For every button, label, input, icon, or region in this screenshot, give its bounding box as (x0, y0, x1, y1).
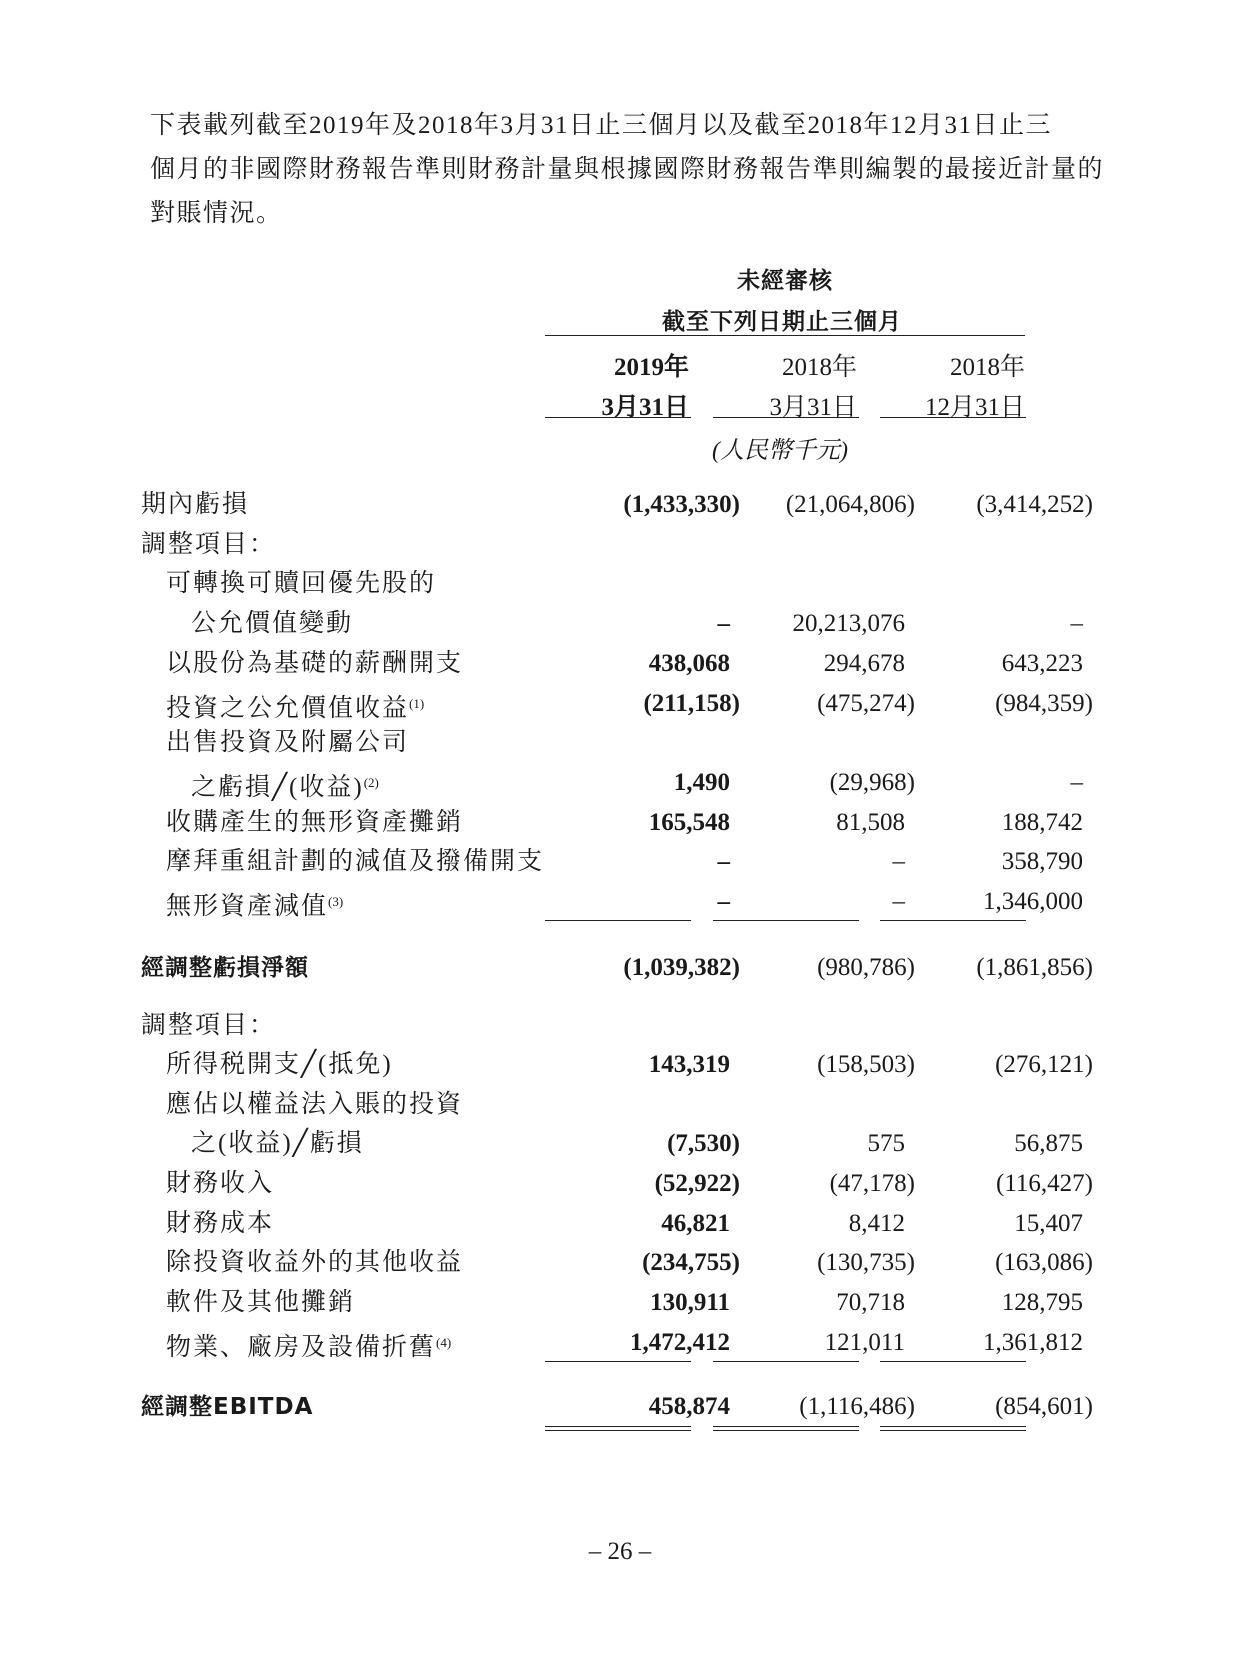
intro-line: 個月的非國際財務報告準則財務計量與根據國際財務報告準則編製的最接近計量的 (150, 156, 1105, 183)
row-label: 摩拜重組計劃的減值及撥備開支 (166, 848, 545, 875)
value-2018-dec: (984,359) (995, 690, 1093, 717)
table-row (0, 484, 1240, 526)
value-2019-mar: 1,490 (673, 769, 730, 796)
col2-year: 2018年 (781, 354, 857, 381)
value-2018-mar: (21,064,806) (785, 491, 915, 518)
value-2018-dec: 358,790 (1001, 848, 1083, 875)
table-row (0, 563, 1240, 605)
row-label-text: 物業、廠房及設備折舊 (166, 1334, 437, 1361)
row-label: 調整項目： (141, 531, 277, 558)
row-label: 調整項目： (141, 1012, 277, 1039)
row-label: 經調整虧損淨額 (141, 955, 309, 981)
col2-header-rule (713, 417, 859, 418)
row-label: 財務成本 (166, 1210, 275, 1237)
table-row (0, 841, 1240, 883)
value-2018-mar: (130,735) (817, 1249, 915, 1276)
row-label: 之(收益)╱虧損 (191, 1130, 364, 1157)
value-2019-mar: – (717, 888, 730, 915)
row-label: 所得税開支╱(抵免) (166, 1051, 393, 1078)
table-row (0, 1005, 1240, 1047)
row-label-text: 無形資產減值 (166, 893, 329, 920)
row-label: 出售投資及附屬公司 (166, 729, 410, 756)
subtotal-rule (880, 920, 1026, 921)
col3-year: 2018年 (949, 354, 1025, 381)
table-row (0, 1282, 1240, 1324)
value-2019-mar: (1,433,330) (623, 491, 740, 518)
total-double-rule (713, 1426, 859, 1431)
value-2018-dec: (854,601) (995, 1393, 1093, 1420)
value-2019-mar: 143,319 (648, 1051, 730, 1078)
table-row (0, 802, 1240, 844)
value-2018-dec: 56,875 (1014, 1130, 1083, 1157)
value-2019-mar: (1,039,382) (623, 954, 740, 981)
subtotal-rule (545, 1361, 691, 1362)
col3-header-rule (880, 417, 1026, 418)
table-row (0, 881, 1240, 923)
value-2019-mar: 1,472,412 (630, 1329, 730, 1356)
row-label: 財務收入 (166, 1170, 275, 1197)
value-2018-mar: 20,213,076 (792, 610, 905, 637)
value-2018-mar: (29,968) (829, 769, 915, 796)
table-row (0, 722, 1240, 764)
value-2018-dec: (163,086) (995, 1249, 1093, 1276)
total-double-rule (545, 1426, 691, 1431)
period-heading: 截至下列日期止三個月 (662, 309, 902, 335)
table-row-subtotal (0, 947, 1240, 989)
value-2019-mar: 458,874 (648, 1393, 730, 1420)
table-row (0, 1084, 1240, 1126)
footnote-ref: (1) (409, 696, 425, 711)
value-2019-mar: (7,530) (667, 1130, 740, 1157)
col1-header-rule (545, 417, 691, 418)
subtotal-rule (880, 1361, 1026, 1362)
value-2018-mar: 575 (867, 1130, 905, 1157)
value-2019-mar: 46,821 (661, 1210, 730, 1237)
value-2018-mar: (1,116,486) (799, 1393, 915, 1420)
intro-paragraph (150, 104, 1105, 236)
col2-date: 3月31日 (769, 394, 857, 421)
row-label (166, 1322, 451, 1369)
col3-date: 12月31日 (924, 394, 1025, 421)
row-label: 收購產生的無形資產攤銷 (166, 809, 464, 836)
value-2019-mar: (234,755) (642, 1249, 740, 1276)
value-2018-dec: – (1070, 610, 1083, 637)
row-label: 期內虧損 (141, 491, 250, 518)
intro-line: 對賬情況。 (150, 200, 283, 227)
table-row (0, 1163, 1240, 1205)
value-2018-mar: (47,178) (829, 1170, 915, 1197)
value-2018-dec: 15,407 (1014, 1210, 1083, 1237)
value-2018-dec: 188,742 (1001, 809, 1083, 836)
subtotal-rule (545, 920, 691, 921)
value-2018-mar: 294,678 (823, 650, 905, 677)
value-2018-dec: (3,414,252) (976, 491, 1093, 518)
table-row (0, 603, 1240, 645)
value-2018-dec: 128,795 (1001, 1289, 1083, 1316)
header-rule (545, 335, 1025, 336)
table-row (0, 683, 1240, 725)
value-2019-mar: 165,548 (648, 809, 730, 836)
value-2019-mar: (52,922) (654, 1170, 740, 1197)
value-2019-mar: – (717, 610, 730, 637)
row-label-text: 之虧損╱(收益) (191, 774, 364, 801)
value-2018-mar: 81,508 (836, 809, 905, 836)
value-2018-dec: 1,361,812 (983, 1329, 1083, 1356)
row-label: 應佔以權益法入賬的投資 (166, 1091, 464, 1118)
footnote-ref: (2) (363, 775, 379, 790)
value-2018-dec: (116,427) (996, 1170, 1093, 1197)
table-row (0, 524, 1240, 566)
value-2018-mar: (475,274) (817, 690, 915, 717)
total-double-rule (880, 1426, 1026, 1431)
table-row-total (0, 1386, 1240, 1428)
currency-unit: (人民幣千元) (712, 438, 848, 464)
value-2018-mar: 8,412 (848, 1210, 905, 1237)
footnote-ref: (3) (328, 894, 344, 909)
row-label: 除投資收益外的其他收益 (166, 1249, 464, 1276)
row-label-text: 投資之公允價值收益 (166, 695, 410, 722)
value-2019-mar: 130,911 (650, 1289, 730, 1316)
value-2018-dec: – (1070, 769, 1083, 796)
table-row (0, 643, 1240, 685)
subtotal-rule (713, 1361, 859, 1362)
intro-line: 下表載列截至2019年及2018年3月31日止三個月以及截至2018年12月31日止三 (150, 112, 1053, 139)
value-2018-mar: (980,786) (817, 954, 915, 981)
row-label (166, 881, 343, 928)
value-2018-dec: (1,861,856) (976, 954, 1093, 981)
col1-year: 2019年 (613, 354, 689, 381)
row-label: 可轉換可贖回優先股的 (166, 570, 437, 597)
audit-status-heading: 未經審核 (737, 268, 833, 294)
table-row (0, 762, 1240, 804)
value-2018-mar: 121,011 (824, 1329, 905, 1356)
table-row (0, 1322, 1240, 1364)
value-2018-mar: – (892, 848, 905, 875)
row-label: 以股份為基礎的薪酬開支 (166, 650, 464, 677)
value-2018-dec: 1,346,000 (983, 888, 1083, 915)
value-2019-mar: (211,158) (643, 690, 740, 717)
value-2019-mar: 438,068 (648, 650, 730, 677)
value-2018-mar: (158,503) (817, 1051, 915, 1078)
page-number: – 26 – (588, 1538, 652, 1565)
col1-date: 3月31日 (601, 394, 689, 421)
value-2018-dec: (276,121) (995, 1051, 1093, 1078)
value-2018-mar: – (892, 888, 905, 915)
table-row (0, 1242, 1240, 1284)
row-label: 經調整EBITDA (141, 1394, 314, 1420)
row-label: 軟件及其他攤銷 (166, 1289, 356, 1316)
row-label: 公允價值變動 (191, 610, 354, 637)
footnote-ref: (4) (436, 1335, 452, 1350)
table-row (0, 1123, 1240, 1165)
subtotal-rule (713, 920, 859, 921)
table-row (0, 1044, 1240, 1086)
value-2019-mar: – (717, 848, 730, 875)
value-2018-dec: 643,223 (1001, 650, 1083, 677)
value-2018-mar: 70,718 (836, 1289, 905, 1316)
table-row (0, 1203, 1240, 1245)
